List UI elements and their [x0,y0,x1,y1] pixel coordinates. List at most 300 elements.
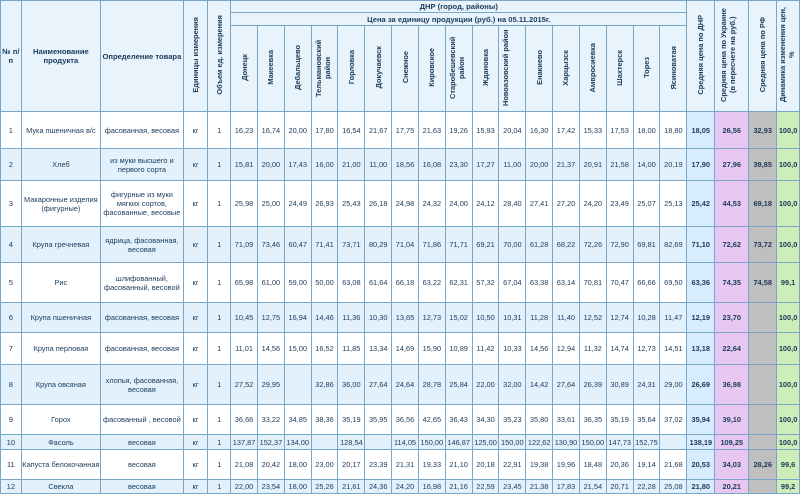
price-cell: 137,87 [231,435,258,450]
price-cell: 62,31 [445,263,472,303]
price-cell: 150,00 [499,435,526,450]
price-cell: 27,64 [365,365,392,405]
price-cell: 71,04 [392,227,419,263]
volume-cell: 1 [208,480,231,494]
price-cell: 28,78 [418,365,445,405]
header-city: Амвросиевка [579,26,606,112]
price-cell: 22,59 [472,480,499,494]
price-cell: 35,95 [365,405,392,435]
price-cell: 10,50 [472,303,499,333]
price-cell: 69,50 [660,263,687,303]
unit-cell: кг [183,435,208,450]
price-cell: 24,32 [418,181,445,227]
volume-cell: 1 [208,227,231,263]
price-cell: 21,16 [445,480,472,494]
price-cell: 20,18 [472,450,499,480]
avg-dnr-cell: 18,05 [687,112,715,149]
header-city: Енакиево [526,26,553,112]
table-row [1,333,800,365]
price-cell: 21,31 [392,450,419,480]
dynamic-cell: 100,0 [777,365,800,405]
price-cell: 63,38 [526,263,553,303]
product-definition: ядрица, фасованная, весовая [101,227,184,263]
price-cell: 128,54 [338,435,365,450]
price-cell: 24,98 [392,181,419,227]
price-cell: 20,19 [660,149,687,181]
price-cell: 21,10 [445,450,472,480]
avg-ua-cell: 74,35 [715,263,749,303]
price-cell: 24,12 [472,181,499,227]
header-city: Старобешевский район [445,26,472,112]
row-number: 9 [1,405,22,435]
header-city: Докучаевск [365,26,392,112]
price-cell: 20,00 [257,149,284,181]
product-name: Свекла [21,480,100,494]
header-avg-ua: Средняя цена по Украине (в пересчете на руб.) [715,1,749,112]
header-avg-rf: Средняя цена по РФ [749,1,777,112]
price-cell: 14,42 [526,365,553,405]
header-group: ДНР (город, районы) [231,1,687,13]
row-number: 5 [1,263,22,303]
price-cell: 22,28 [633,480,660,494]
price-cell: 61,00 [257,263,284,303]
price-cell: 11,47 [660,303,687,333]
price-cell: 36,56 [392,405,419,435]
price-cell: 15,33 [579,112,606,149]
header-city: Новоазовский район [499,26,526,112]
dynamic-cell: 100,0 [777,181,800,227]
product-definition: фигурные из муки мягких сортов, фасованные, весовые [101,181,184,227]
avg-dnr-cell: 12,19 [687,303,715,333]
price-cell: 57,32 [472,263,499,303]
price-cell [365,435,392,450]
price-cell: 22,00 [231,480,258,494]
price-cell: 21,58 [606,149,633,181]
avg-rf-cell [749,303,777,333]
volume-cell: 1 [208,435,231,450]
price-cell: 11,85 [338,333,365,365]
row-number: 11 [1,450,22,480]
unit-cell: кг [183,149,208,181]
price-cell: 22,91 [499,450,526,480]
price-cell: 22,00 [472,365,499,405]
avg-dnr-cell: 63,36 [687,263,715,303]
price-cell: 130,90 [553,435,580,450]
price-cell: 10,31 [499,303,526,333]
price-cell: 71,09 [231,227,258,263]
price-cell: 17,83 [553,480,580,494]
price-cell: 134,00 [284,435,311,450]
price-cell: 35,19 [338,405,365,435]
table-row [1,303,800,333]
price-cell: 19,14 [633,450,660,480]
price-cell: 18,80 [660,112,687,149]
row-number: 3 [1,181,22,227]
price-cell: 14,00 [633,149,660,181]
price-cell: 33,22 [257,405,284,435]
price-cell: 17,53 [606,112,633,149]
avg-rf-cell: 32,93 [749,112,777,149]
price-cell: 25,43 [338,181,365,227]
price-cell: 10,28 [633,303,660,333]
price-cell: 16,30 [526,112,553,149]
price-cell: 21,63 [418,112,445,149]
price-cell: 114,05 [392,435,419,450]
price-cell: 25,08 [660,480,687,494]
price-cell: 18,56 [392,149,419,181]
header-name: Наименование продукта [21,1,100,112]
unit-cell: кг [183,365,208,405]
price-cell: 11,01 [231,333,258,365]
price-cell: 36,35 [579,405,606,435]
avg-ua-cell: 27,96 [715,149,749,181]
price-cell: 21,38 [526,480,553,494]
price-cell: 20,36 [606,450,633,480]
product-definition: из муки высшего и первого сорта [101,149,184,181]
price-cell: 10,45 [231,303,258,333]
avg-dnr-cell: 35,94 [687,405,715,435]
price-cell: 20,71 [606,480,633,494]
header-city: Горловка [338,26,365,112]
price-cell: 36,43 [445,405,472,435]
price-cell: 23,45 [499,480,526,494]
header-unit: Единицы измерения [183,1,208,112]
product-name: Фасоль [21,435,100,450]
price-cell: 11,28 [526,303,553,333]
price-cell: 13,65 [392,303,419,333]
price-cell: 23,00 [311,450,338,480]
dynamic-cell: 99,6 [777,450,800,480]
avg-rf-cell [749,480,777,494]
price-cell: 11,00 [365,149,392,181]
header-city: Торез [633,26,660,112]
volume-cell: 1 [208,365,231,405]
price-cell: 17,42 [553,112,580,149]
price-cell: 71,41 [311,227,338,263]
avg-ua-cell: 39,10 [715,405,749,435]
unit-cell: кг [183,405,208,435]
price-cell: 23,54 [257,480,284,494]
price-cell: 34,85 [284,405,311,435]
header-definition: Определение товара [101,1,184,112]
unit-cell: кг [183,227,208,263]
price-cell: 10,30 [365,303,392,333]
price-cell: 20,91 [579,149,606,181]
price-cell: 24,31 [633,365,660,405]
price-cell: 152,37 [257,435,284,450]
price-cell: 26,18 [365,181,392,227]
price-cell: 11,00 [499,149,526,181]
price-cell: 19,38 [526,450,553,480]
avg-ua-cell: 20,21 [715,480,749,494]
table-row [1,181,800,227]
price-cell: 23,49 [606,181,633,227]
price-cell: 15,93 [472,112,499,149]
price-cell: 16,74 [257,112,284,149]
price-cell: 24,20 [579,181,606,227]
price-cell: 23,30 [445,149,472,181]
price-cell: 24,49 [284,181,311,227]
unit-cell: кг [183,480,208,494]
price-cell: 23,39 [365,450,392,480]
price-cell: 12,94 [553,333,580,365]
price-cell: 21,68 [660,450,687,480]
table-row [1,405,800,435]
price-cell: 25,00 [257,181,284,227]
price-cell: 36,00 [338,365,365,405]
price-cell: 12,73 [633,333,660,365]
avg-ua-cell: 44,53 [715,181,749,227]
unit-cell: кг [183,112,208,149]
price-cell: 26,39 [579,365,606,405]
price-cell: 70,47 [606,263,633,303]
price-cell: 63,14 [553,263,580,303]
avg-rf-cell: 74,58 [749,263,777,303]
price-cell: 17,80 [311,112,338,149]
avg-rf-cell: 39,85 [749,149,777,181]
price-cell: 147,73 [606,435,633,450]
table-row [1,227,800,263]
product-name: Крупа овсяная [21,365,100,405]
price-cell: 152,75 [633,435,660,450]
product-name: Горох [21,405,100,435]
price-cell: 21,54 [579,480,606,494]
product-name: Крупа гречневая [21,227,100,263]
price-cell: 16,94 [284,303,311,333]
price-cell: 72,90 [606,227,633,263]
row-number: 8 [1,365,22,405]
volume-cell: 1 [208,263,231,303]
price-cell: 33,61 [553,405,580,435]
price-cell [660,435,687,450]
price-cell: 12,73 [418,303,445,333]
price-cell: 28,40 [499,181,526,227]
price-cell: 25,26 [311,480,338,494]
price-cell: 13,34 [365,333,392,365]
price-cell: 20,00 [526,149,553,181]
header-dynamic: Динамика изменения цен, % [777,1,800,112]
price-cell: 29,95 [257,365,284,405]
price-cell: 14,56 [257,333,284,365]
header-volume: Объем ед. измерения [208,1,231,112]
header-city: Дебальцево [284,26,311,112]
price-cell: 66,18 [392,263,419,303]
header-city: Ясиноватая [660,26,687,112]
price-cell: 35,64 [633,405,660,435]
price-cell: 15,02 [445,303,472,333]
price-cell: 21,00 [338,149,365,181]
product-name: Хлеб [21,149,100,181]
price-cell: 11,32 [579,333,606,365]
avg-ua-cell: 34,03 [715,450,749,480]
price-cell: 63,22 [418,263,445,303]
header-city: Тельмановский район [311,26,338,112]
avg-ua-cell: 109,25 [715,435,749,450]
dynamic-cell: 100,0 [777,112,800,149]
price-cell: 66,66 [633,263,660,303]
price-cell: 35,80 [526,405,553,435]
dynamic-cell: 100,0 [777,333,800,365]
volume-cell: 1 [208,333,231,365]
price-cell: 82,69 [660,227,687,263]
avg-ua-cell: 26,56 [715,112,749,149]
price-cell: 18,00 [633,112,660,149]
avg-dnr-cell: 20,53 [687,450,715,480]
table-row [1,435,800,450]
price-cell: 27,64 [553,365,580,405]
dynamic-cell: 99,2 [777,480,800,494]
price-cell: 24,20 [392,480,419,494]
price-cell: 32,86 [311,365,338,405]
volume-cell: 1 [208,149,231,181]
price-cell: 10,89 [445,333,472,365]
price-cell: 20,00 [284,112,311,149]
unit-cell: кг [183,450,208,480]
price-cell: 150,00 [579,435,606,450]
product-name: Крупа пшеничная [21,303,100,333]
product-definition: весовая [101,435,184,450]
price-cell: 18,00 [284,450,311,480]
price-cell: 122,62 [526,435,553,450]
avg-dnr-cell: 26,69 [687,365,715,405]
price-cell: 27,20 [553,181,580,227]
product-definition: фасованная, весовая [101,112,184,149]
dynamic-cell: 100,0 [777,149,800,181]
price-cell: 20,17 [338,450,365,480]
price-cell: 35,23 [499,405,526,435]
row-number: 2 [1,149,22,181]
price-cell: 21,61 [338,480,365,494]
price-cell: 25,13 [660,181,687,227]
header-city: Ждановка [472,26,499,112]
row-number: 12 [1,480,22,494]
price-cell: 25,98 [231,181,258,227]
price-cell: 37,02 [660,405,687,435]
price-cell: 60,47 [284,227,311,263]
price-cell: 61,64 [365,263,392,303]
price-cell: 15,90 [418,333,445,365]
price-cell: 61,28 [526,227,553,263]
price-cell: 21,37 [553,149,580,181]
price-cell: 10,33 [499,333,526,365]
price-cell: 16,52 [311,333,338,365]
avg-dnr-cell: 25,42 [687,181,715,227]
product-definition: фасованная, весовая [101,333,184,365]
price-cell [311,435,338,450]
avg-ua-cell: 22,64 [715,333,749,365]
row-number: 4 [1,227,22,263]
row-number: 10 [1,435,22,450]
price-cell: 32,00 [499,365,526,405]
product-definition: весовая [101,480,184,494]
price-cell: 150,00 [418,435,445,450]
price-cell: 11,42 [472,333,499,365]
product-name: Капуста белокочанная [21,450,100,480]
table-row [1,450,800,480]
avg-rf-cell [749,435,777,450]
price-cell: 12,75 [257,303,284,333]
product-definition: хлопья, фасованная, весовая [101,365,184,405]
dynamic-cell: 100,0 [777,227,800,263]
avg-dnr-cell: 13,18 [687,333,715,365]
price-cell: 18,00 [284,480,311,494]
price-cell: 14,56 [526,333,553,365]
avg-ua-cell: 36,98 [715,365,749,405]
unit-cell: кг [183,181,208,227]
price-cell: 68,22 [553,227,580,263]
price-cell: 15,81 [231,149,258,181]
table-row [1,263,800,303]
price-cell: 146,87 [445,435,472,450]
price-cell [284,365,311,405]
unit-cell: кг [183,263,208,303]
volume-cell: 1 [208,405,231,435]
price-cell: 73,71 [338,227,365,263]
price-cell: 69,81 [633,227,660,263]
table-row [1,112,800,149]
price-cell: 70,00 [499,227,526,263]
price-cell: 16,08 [418,149,445,181]
volume-cell: 1 [208,450,231,480]
header-city: Харцызск [553,26,580,112]
product-name: Крупа перловая [21,333,100,365]
price-cell: 29,00 [660,365,687,405]
price-cell: 80,29 [365,227,392,263]
price-cell: 30,89 [606,365,633,405]
product-definition: фасованная, весовая [101,303,184,333]
row-number: 1 [1,112,22,149]
price-cell: 27,41 [526,181,553,227]
dynamic-cell: 99,1 [777,263,800,303]
product-name: Макаронные изделия (фигурные) [21,181,100,227]
avg-dnr-cell: 71,10 [687,227,715,263]
dynamic-cell: 100,0 [777,405,800,435]
product-definition: весовая [101,450,184,480]
price-cell: 27,52 [231,365,258,405]
table-row [1,149,800,181]
price-cell: 16,54 [338,112,365,149]
price-cell: 15,00 [284,333,311,365]
avg-rf-cell: 28,26 [749,450,777,480]
volume-cell: 1 [208,112,231,149]
price-cell: 38,36 [311,405,338,435]
price-cell: 73,46 [257,227,284,263]
price-cell: 19,96 [553,450,580,480]
price-cell: 16,23 [231,112,258,149]
price-cell: 69,21 [472,227,499,263]
price-cell: 35,19 [606,405,633,435]
header-city: Макеевка [257,26,284,112]
table-row [1,480,800,494]
price-cell: 12,74 [606,303,633,333]
price-cell: 18,48 [579,450,606,480]
unit-cell: кг [183,303,208,333]
price-cell: 21,08 [231,450,258,480]
avg-ua-cell: 72,62 [715,227,749,263]
row-number: 7 [1,333,22,365]
avg-ua-cell: 23,70 [715,303,749,333]
price-cell: 25,07 [633,181,660,227]
unit-cell: кг [183,333,208,365]
price-cell: 71,71 [445,227,472,263]
price-cell: 16,00 [311,149,338,181]
dynamic-cell: 100,0 [777,435,800,450]
price-cell: 17,75 [392,112,419,149]
price-cell: 65,98 [231,263,258,303]
volume-cell: 1 [208,181,231,227]
avg-rf-cell: 69,18 [749,181,777,227]
avg-rf-cell [749,365,777,405]
